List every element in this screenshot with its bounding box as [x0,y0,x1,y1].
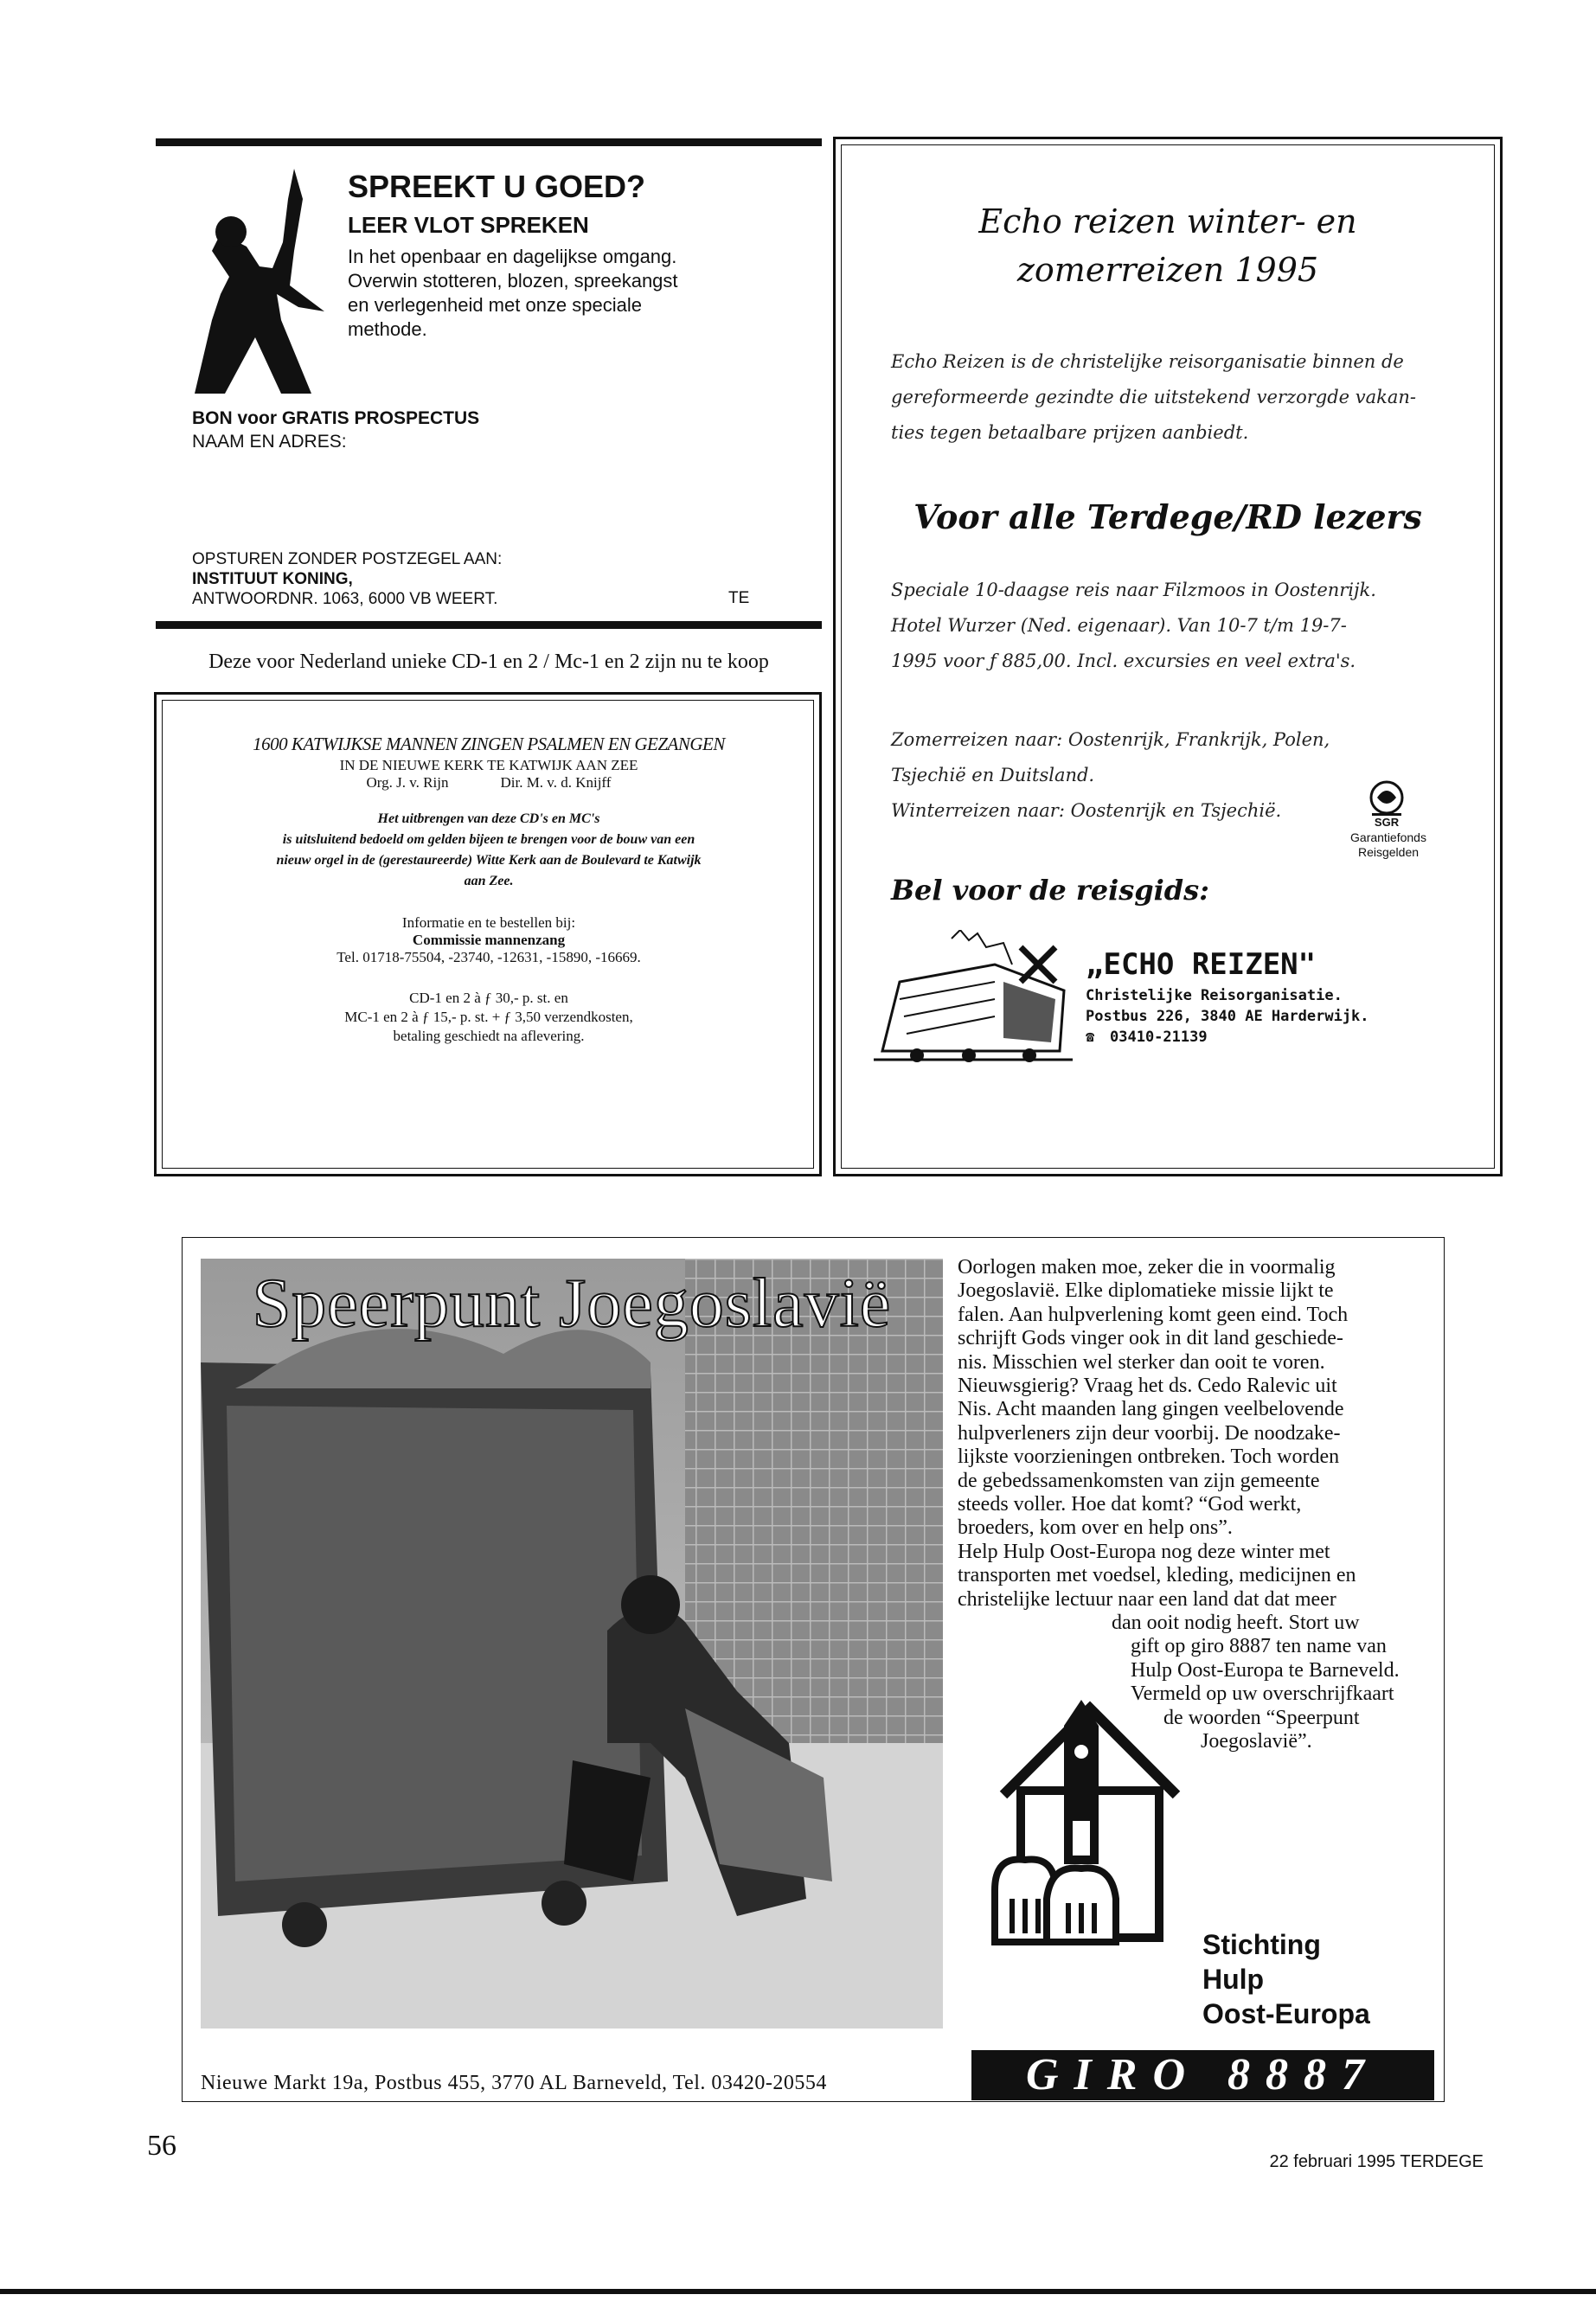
church-bread-logo-icon [986,1691,1194,1951]
speech-ad-top-rule [156,138,822,146]
photo-title: Speerpunt Joegoslavië [252,1266,892,1342]
echo-org-type: Christelijke Reisorganisatie. [1086,987,1343,1004]
footer-date: 22 februari 1995 TERDEGE [1269,2152,1484,2171]
cd-ad-purpose: Het uitbrengen van deze CD's en MC's is uitsluitend bedoeld om gelden bijeen te brengen voor de bouw van een nieuw orgel in de (gerestaureerde) Witte Kerk aan de Boulevard te Katwijk aan Zee. [276,811,702,888]
echo-ad-title: Echo reizen winter- en zomerreizen 1995 [978,202,1357,289]
cd-ad-content [177,734,800,1046]
echo-ad-destinations: Zomerreizen naar: Oostenrijk, Frankrijk, Polen, Tsjechië en Duitsland. Winterreizen naar: Oostenrijk en Tsjechië. [891,729,1330,821]
echo-company-name: „ECHO REIZEN" [1086,947,1317,982]
cd-ad-info-label: Informatie en te bestellen bij: [401,914,576,931]
coupon-name-label: NAAM EN ADRES: [192,432,347,452]
echo-postbus: Postbus 226, 3840 AE Harderwijk. [1086,1008,1369,1025]
echo-ad-intro: Echo Reizen is de christelijke reisorganisatie binnen de gereformeerde gezindte die uitstekend verzorgde vakan- ties tegen betaalbare prijzen aanbiedt. [891,351,1417,443]
giro-banner: GIRO 8887 [971,2050,1434,2100]
echo-contact-block [1086,947,1369,1046]
speech-ad-bottom-rule [156,621,822,629]
echo-ad-readers-heading: Voor alle Terdege/RD lezers [913,497,1422,536]
hulp-ad-body-right: dan ooit nodig heeft. Stort uw gift op giro 8887 ten name van Hulp Oost-Europa te Barneveld. Vermeld op uw overschrijfkaart de woorden “Speerpunt Joegoslavië”. [1112,1612,1400,1753]
speech-ad-subheadline: LEER VLOT SPREKEN [348,212,589,238]
page-bottom-rule [0,2289,1596,2294]
echo-ad-call: Bel voor de reisgids: [891,874,1209,907]
hulp-ad-address: Nieuwe Markt 19a, Postbus 455, 3770 AL Barneveld, Tel. 03420-20554 [201,2072,827,2094]
refugee-photo [201,1259,943,2029]
cd-ad-intro: Deze voor Nederland unieke CD-1 en 2 / Mc-1 en 2 zijn nu te koop [208,651,769,673]
cd-ad-prices: CD-1 en 2 à ƒ 30,- p. st. en MC-1 en 2 à ƒ 15,- p. st. + ƒ 3,50 verzendkosten, betaling geschiedt na aflevering. [344,990,633,1044]
cd-ad-committee: Commissie mannenzang [412,932,566,948]
echo-phone-row: ☎ 03410-21139 [1086,1029,1208,1046]
speech-ad-body: In het openbaar en dagelijkse omgang. Overwin stotteren, blozen, spreekangst en verlegenheid met onze speciale methode. [348,246,678,340]
cd-ad-credits: Org. J. v. Rijn Dir. M. v. d. Knijff [366,774,612,791]
coupon-title: BON voor GRATIS PROSPECTUS [192,408,480,428]
org-name: Stichting Hulp Oost-Europa [1202,1929,1370,2029]
cd-ad-location: IN DE NIEUWE KERK TE KATWIJK AAN ZEE [339,757,638,773]
sgr-label: SGR [1374,816,1400,829]
echo-ad-special-offer: Speciale 10-daagse reis naar Filzmoos in Oostenrijk. Hotel Wurzer (Ned. eigenaar). Van 10-7 t/m 19-7- 1995 voor ƒ 885,00. Incl. excursies en veel extra's. [891,580,1376,671]
sgr-guarantee: Garantiefonds Reisgelden [1350,830,1426,859]
cd-ad-title: 1600 KATWIJKSE MANNEN ZINGEN PSALMEN EN GEZANGEN [253,734,725,754]
hulp-ad-body: Oorlogen maken moe, zeker die in voormalig Joegoslavië. Elke diplomatieke missie lijkt te falen. Aan hulpverlening komt geen eind. Toch schrijft Gods vinger ook in dit land geschiede- nis. Misschien wel sterker dan ooit te voren. Nieuwsgierig? Vraag het ds. Cedo Ralevic uit Nis. Acht maanden lang gingen veelbelovende hulpverleners zijn deur voorbij. De noodzake- lijkste voorzieningen ontbreken. Toch worden de gebedssamenkomsten van zijn gemeente steeds voller. Hoe dat komt? “God werkt, broeders, kom over en help ons”. Help Hulp Oost-Europa nog deze winter met transporten met voedsel, kleding, medicijnen en christelijke lectuur naar een land dat dat meer [958,1256,1356,1611]
cd-ad-phones: Tel. 01718-75504, -23740, -12631, -15890, -16669. [337,949,641,965]
coupon-te: TE [728,589,750,607]
train-illustration-icon [865,930,1081,1077]
page-number: 56 [147,2130,176,2162]
coupon-return-address: OPSTUREN ZONDER POSTZEGEL AAN: INSTITUUT KONING, ANTWOORDNR. 1063, 6000 VB WEERT. [192,550,503,608]
speech-ad-headline: SPREEKT U GOED? [348,169,646,204]
telephone-icon: ☎ [1086,1029,1095,1046]
orator-silhouette-icon [186,164,333,398]
